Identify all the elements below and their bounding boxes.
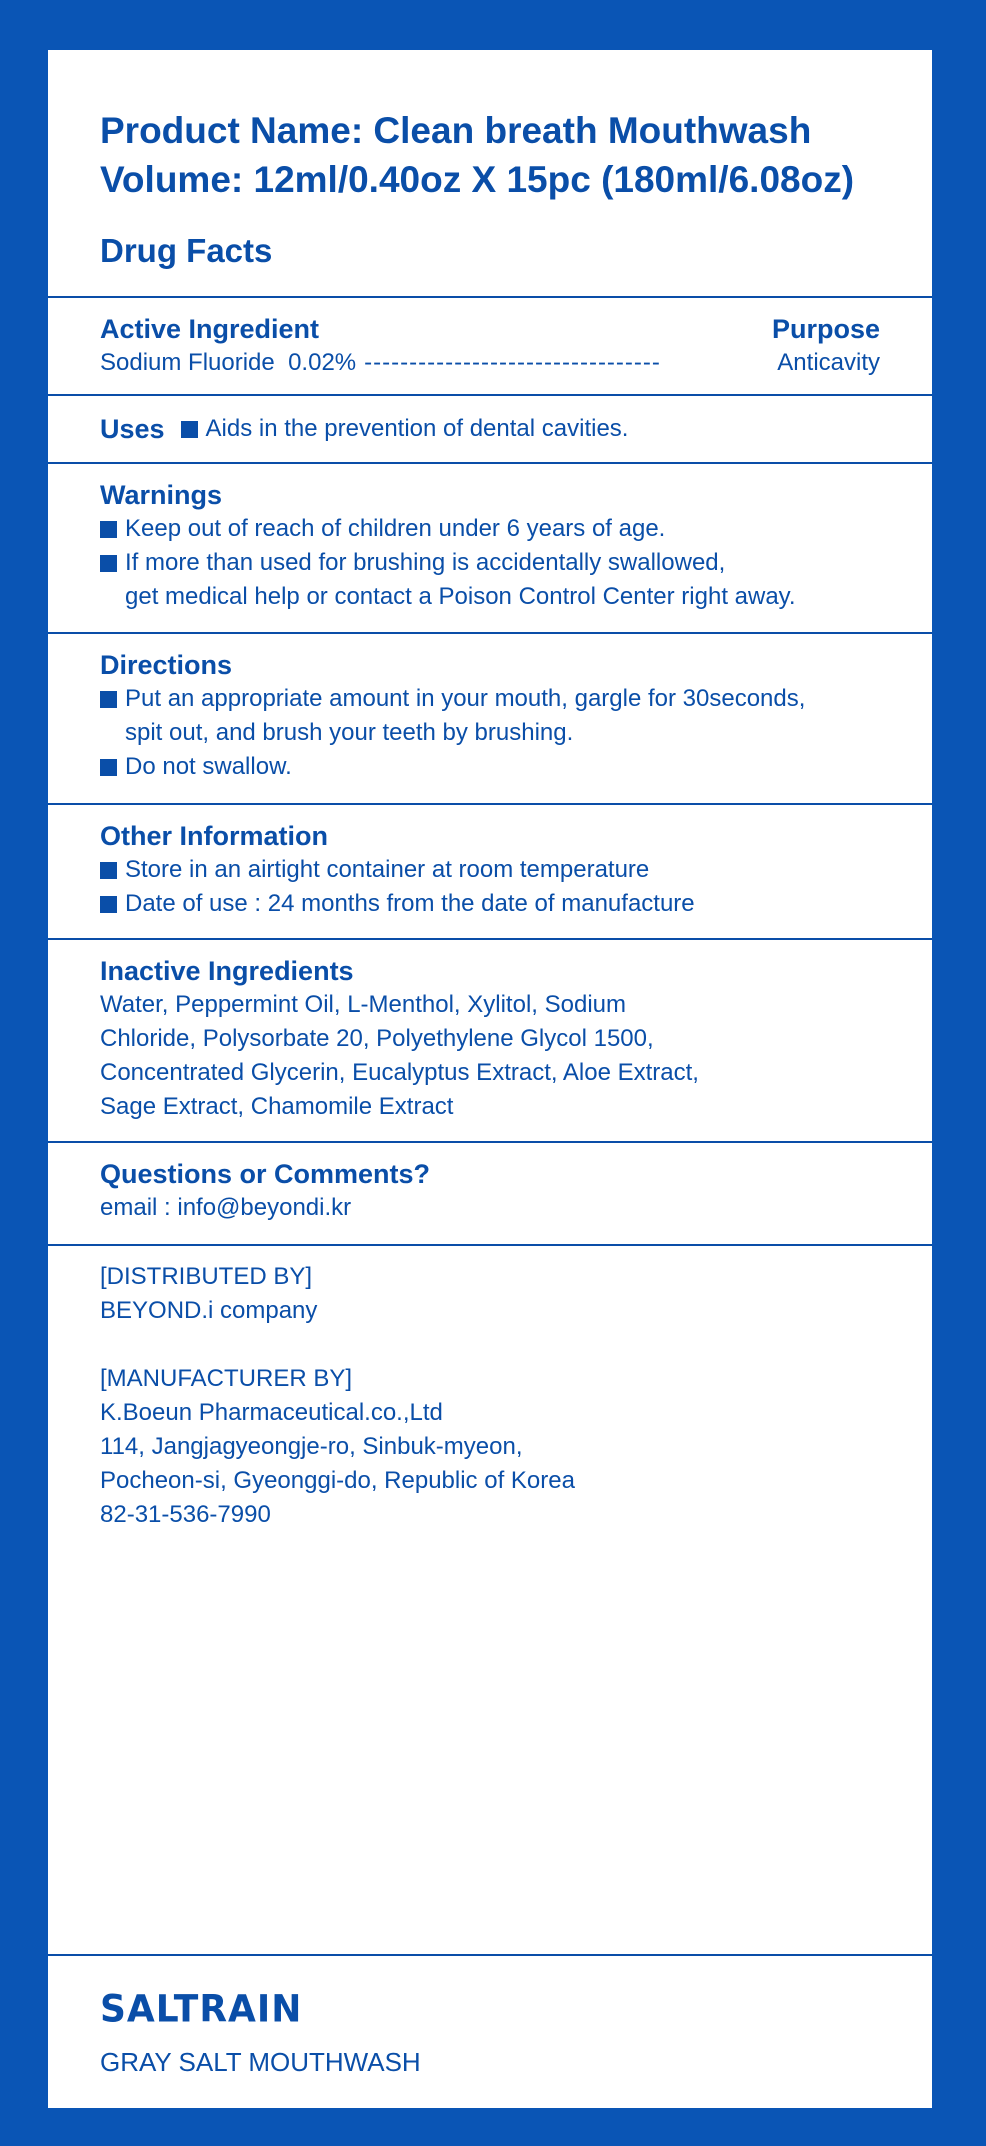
other-info-text: Date of use : 24 months from the date of manufacture [125, 890, 695, 917]
directions-title: Directions [100, 650, 233, 680]
other-info-text: Store in an airtight container at room temperature [125, 856, 650, 883]
company-info-section [48, 1244, 932, 1954]
direction-text: Do not swallow. [125, 753, 292, 780]
manufacturer-line: K.Boeun Pharmaceutical.co.,Ltd [100, 1399, 443, 1426]
inactive-line: Water, Peppermint Oil, L-Menthol, Xylitol, Sodium [100, 991, 626, 1018]
bullet-square-icon [100, 759, 117, 776]
manufacturer-line: 114, Jangjagyeongje-ro, Sinbuk-myeon, [100, 1433, 523, 1460]
other-information-title: Other Information [100, 821, 328, 851]
direction-text: Put an appropriate amount in your mouth, gargle for 30seconds, [125, 685, 806, 712]
inactive-line: Sage Extract, Chamomile Extract [100, 1093, 454, 1120]
bullet-square-icon [181, 421, 198, 438]
uses-title: Uses [100, 414, 165, 444]
list-item [100, 887, 880, 921]
list-item-continued [100, 580, 880, 614]
bullet-square-icon [100, 896, 117, 913]
uses-section [48, 394, 932, 462]
questions-title: Questions or Comments? [100, 1159, 431, 1189]
questions-section [48, 1141, 932, 1244]
list-item [100, 682, 880, 716]
manufacturer-heading: [MANUFACTURER BY] [100, 1365, 353, 1392]
bullet-square-icon [100, 862, 117, 879]
list-item [100, 853, 880, 887]
inactive-ingredients-section [48, 938, 932, 1141]
active-ingredient-section [48, 296, 932, 394]
list-item [100, 546, 880, 580]
list-item [100, 750, 880, 784]
direction-text: spit out, and brush your teeth by brushing. [125, 719, 574, 746]
brand-footer [48, 1954, 932, 2108]
brand-logo: SALTRAIN [100, 1987, 303, 2031]
leader-dashes: --------------------------------- [364, 349, 661, 376]
active-ingredient-value: Sodium Fluoride 0.02% [100, 349, 357, 376]
inactive-line: Concentrated Glycerin, Eucalyptus Extract, Aloe Extract, [100, 1059, 699, 1086]
other-information-section [48, 803, 932, 938]
list-item [100, 512, 880, 546]
contact-email[interactable]: email : info@beyondi.kr [100, 1194, 352, 1221]
drug-facts-label [48, 50, 932, 2108]
product-volume: Volume: 12ml/0.40oz X 15pc (180ml/6.08oz) [100, 159, 855, 200]
bullet-square-icon [100, 691, 117, 708]
uses-text: Aids in the prevention of dental cavities. [205, 415, 629, 442]
manufacturer-phone: 82-31-536-7990 [100, 1501, 271, 1528]
warning-text: get medical help or contact a Poison Control Center right away. [125, 583, 796, 610]
active-ingredient-title: Active Ingredient [100, 314, 320, 344]
warning-text: Keep out of reach of children under 6 years of age. [125, 515, 666, 542]
purpose-value: Anticavity [777, 349, 880, 376]
manufacturer-line: Pocheon-si, Gyeonggi-do, Republic of Korea [100, 1467, 575, 1494]
warnings-title: Warnings [100, 480, 223, 510]
distributor-name: BEYOND.i company [100, 1297, 318, 1324]
bullet-square-icon [100, 555, 117, 572]
product-name: Product Name: Clean breath Mouthwash [100, 110, 812, 151]
distributor-heading: [DISTRIBUTED BY] [100, 1263, 313, 1290]
bullet-square-icon [100, 521, 117, 538]
inactive-ingredients-title: Inactive Ingredients [100, 956, 354, 986]
label-header [48, 50, 932, 296]
directions-section [48, 632, 932, 803]
list-item-continued [100, 716, 880, 750]
warning-text: If more than used for brushing is accidentally swallowed, [125, 549, 726, 576]
purpose-title: Purpose [771, 314, 880, 344]
warnings-section [48, 462, 932, 632]
inactive-line: Chloride, Polysorbate 20, Polyethylene Glycol 1500, [100, 1025, 654, 1052]
brand-tagline: GRAY SALT MOUTHWASH [100, 2047, 421, 2077]
drug-facts-title: Drug Facts [100, 232, 273, 269]
